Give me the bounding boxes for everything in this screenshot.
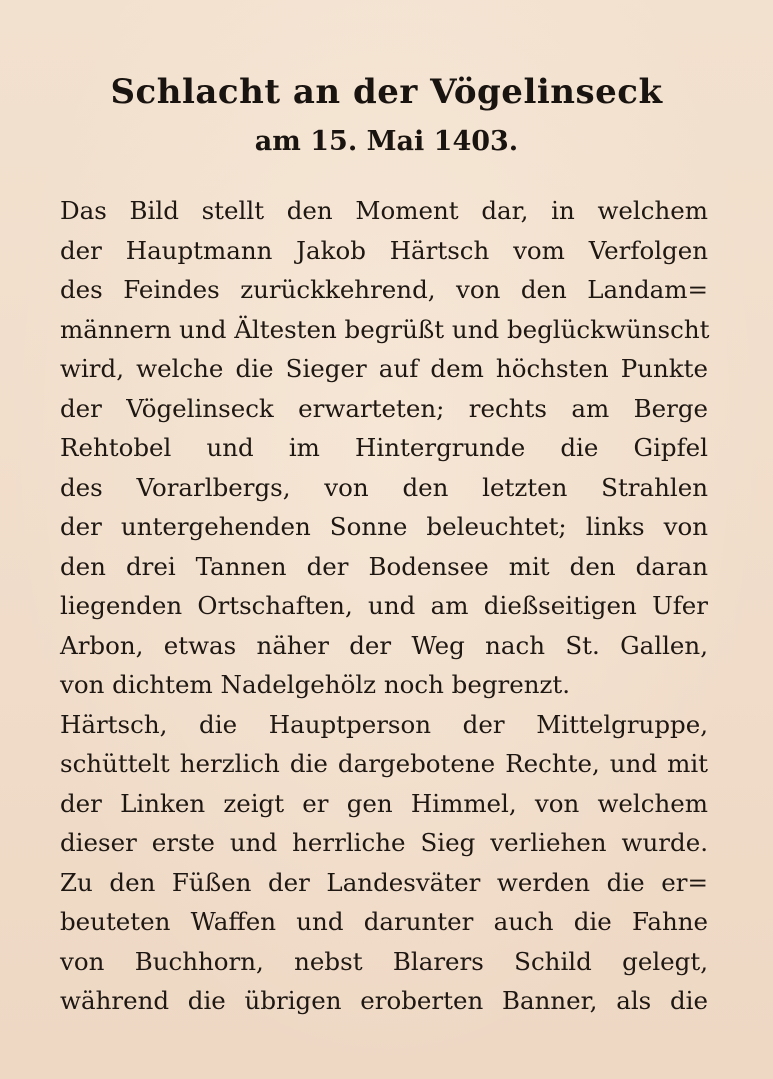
- text-line: Arbon, etwas näher der Weg nach St. Gallen,: [60, 630, 708, 660]
- text-line: von Buchhorn, nebst Blarers Schild gelegt,: [60, 946, 708, 976]
- text-line: des Feindes zurückkehrend, von den Landam=: [60, 275, 708, 304]
- text-line: Härtsch, die Hauptperson der Mittelgruppe,: [60, 709, 708, 739]
- text-line: beuteten Waffen und darunter auch die Fahne: [60, 907, 708, 936]
- text-line: der Hauptmann Jakob Härtsch vom Verfolgen: [60, 235, 708, 265]
- text-line: den drei Tannen der Bodensee mit den daran: [60, 551, 708, 581]
- text-line: des Vorarlbergs, von den letzten Strahlen: [60, 472, 708, 502]
- text-line: während die übrigen eroberten Banner, als die: [60, 986, 708, 1015]
- text-line: Das Bild stellt den Moment dar, in welchem: [60, 196, 708, 225]
- text-line: von dichtem Nadelgehölz noch begrenzt.: [60, 670, 571, 699]
- text-line: dieser erste und herrliche Sieg verliehen wurde.: [60, 828, 708, 857]
- body-text: [60, 191, 708, 1021]
- page-title: Schlacht an der Vögelinseck: [110, 72, 663, 112]
- text-line: Zu den Füßen der Landesväter werden die er=: [60, 867, 708, 897]
- text-line: liegenden Ortschaften, und am dießseitigen Ufer: [60, 591, 708, 620]
- text-line: Rehtobel und im Hintergrunde die Gipfel: [60, 433, 708, 462]
- page-subtitle: am 15. Mai 1403.: [254, 126, 519, 157]
- text-line: der Linken zeigt er gen Himmel, von welchem: [60, 788, 708, 818]
- text-line: männern und Ältesten begrüßt und beglückwünscht: [60, 314, 710, 344]
- text-line: der Vögelinseck erwarteten; rechts am Berge: [60, 393, 708, 423]
- text-line: schüttelt herzlich die dargebotene Rechte, und mit: [60, 749, 708, 778]
- text-line: der untergehenden Sonne beleuchtet; links von: [60, 512, 708, 541]
- text-line: wird, welche die Sieger auf dem höchsten Punkte: [60, 354, 708, 383]
